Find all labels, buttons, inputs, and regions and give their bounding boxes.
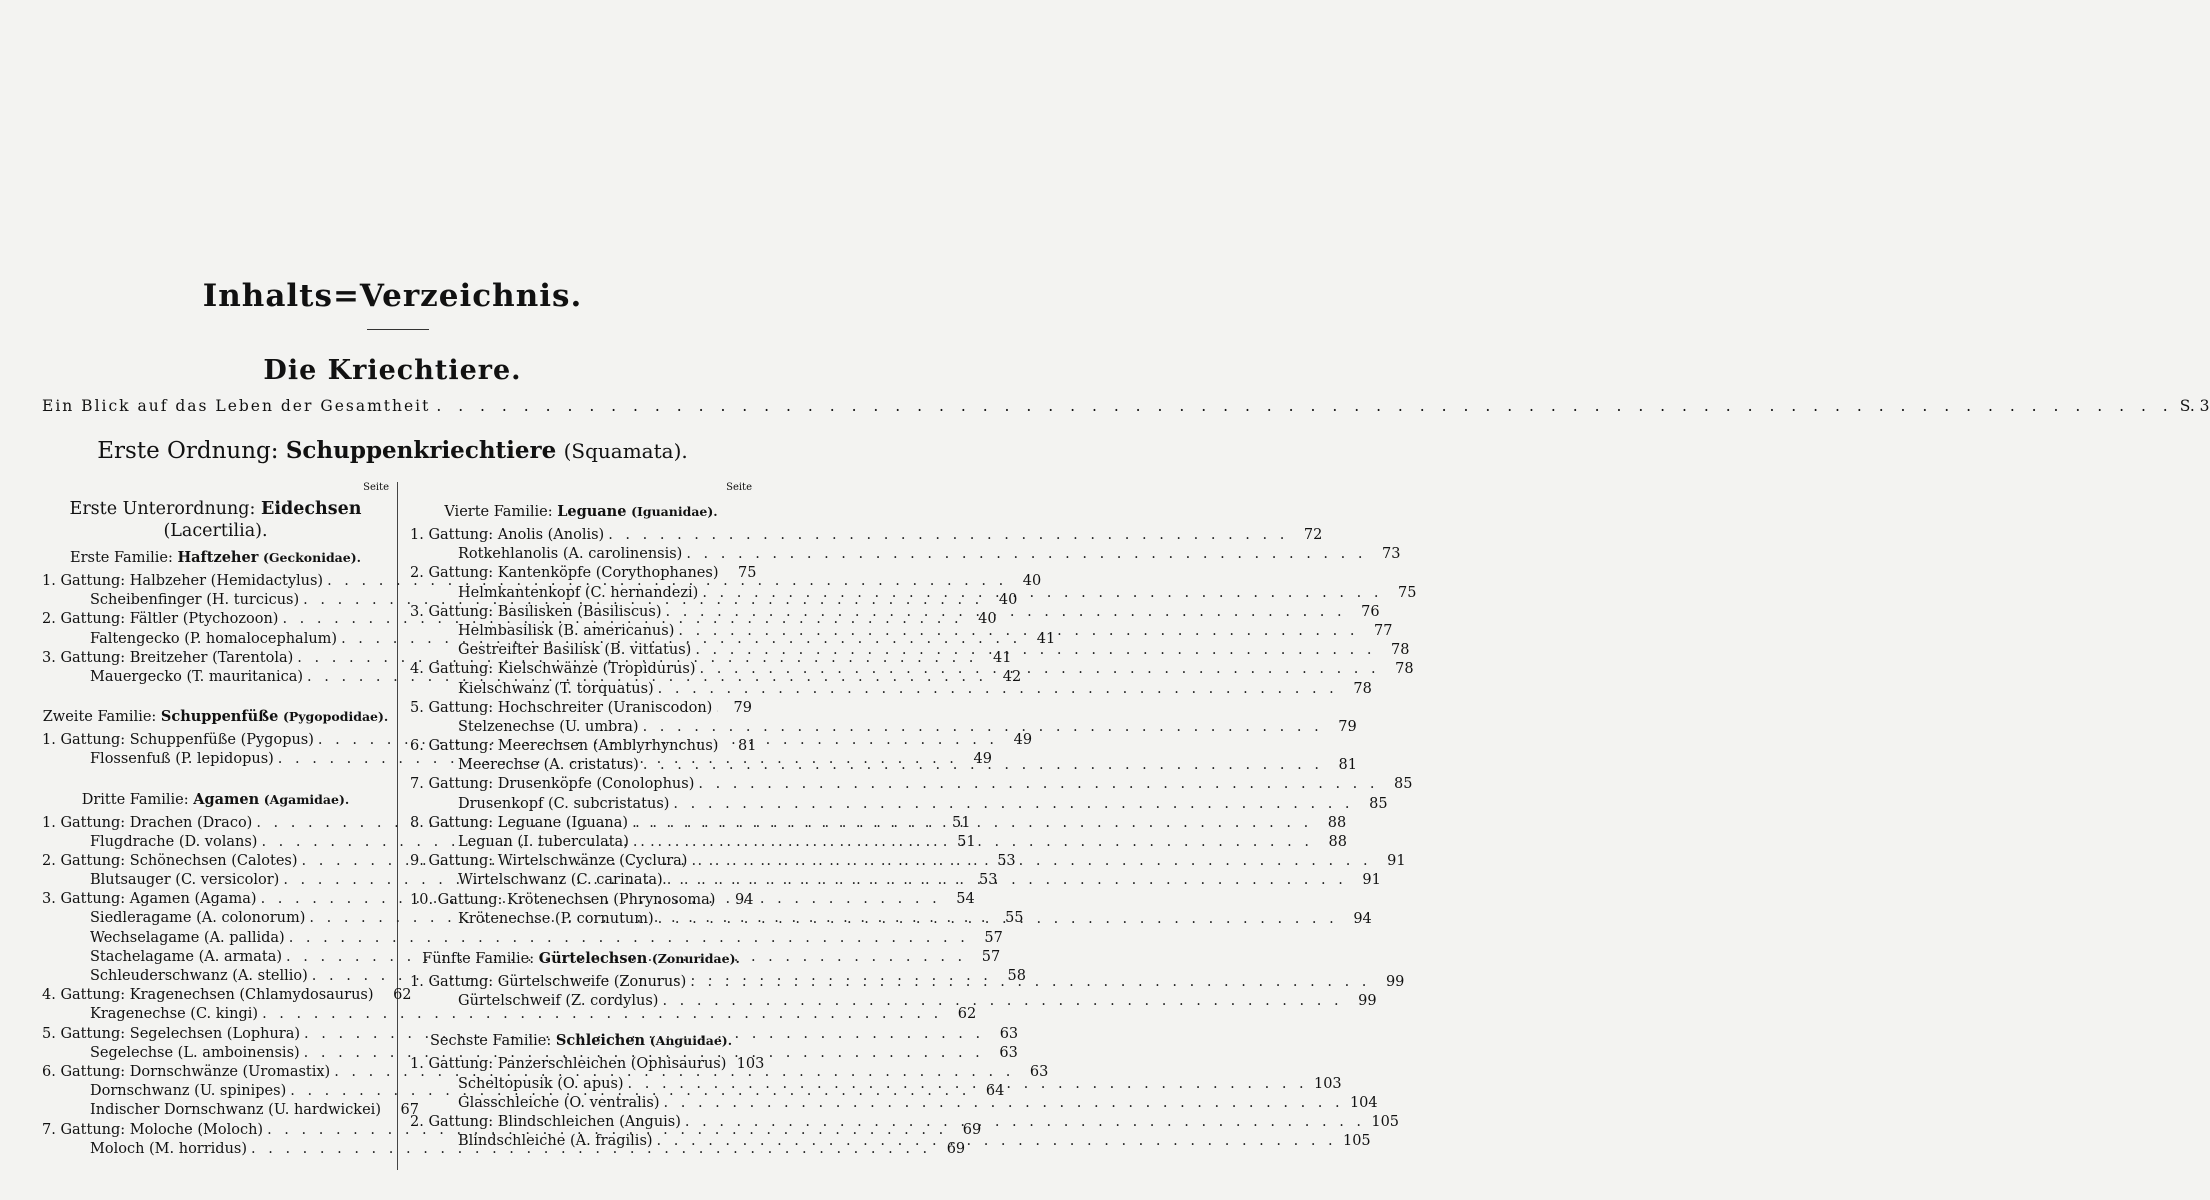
species-entry	[42, 1005, 977, 1024]
leader-dots	[628, 1075, 1308, 1094]
intro-entry	[42, 397, 2210, 419]
family-latin: (Iguanidae).	[631, 504, 718, 519]
family-name: Gürtelechsen	[538, 949, 648, 967]
species-entry	[410, 545, 1401, 564]
entry-label: Krötenechse (P. cornutum)	[458, 910, 654, 927]
entry-page: 73	[1382, 546, 1401, 563]
family-gap	[410, 1011, 752, 1025]
family-latin: (Geckonidae).	[262, 550, 361, 565]
entry-label: Helmbasilisk (B. americanus)	[458, 622, 675, 639]
leader-dots	[662, 992, 1342, 1011]
entry-label: Segelechse (L. amboinensis)	[90, 1044, 300, 1061]
entry-label: Blutsauger (C. versicolor)	[90, 872, 280, 889]
intro-page: S. 3	[2179, 397, 2210, 415]
species-entry	[42, 929, 1003, 948]
family-latin: (Anguidae).	[649, 1033, 733, 1049]
leader-dots	[664, 1094, 1344, 1113]
family-label: Zweite Familie:	[42, 709, 157, 726]
family-heading	[42, 707, 389, 727]
entry-label: Drusenkopf (C. subcristatus)	[458, 795, 670, 812]
entry-label: Meerechse (A. cristatus)	[458, 757, 639, 774]
entry-page: 41	[992, 649, 1012, 666]
title-divider	[367, 329, 429, 330]
entry-page: 53	[997, 852, 1016, 869]
family-name: Schuppenfüße	[160, 708, 279, 726]
family-label: Sechste Familie:	[429, 1033, 552, 1050]
leader-dots	[678, 622, 1358, 641]
entry-label: Helmkantenkopf (C. hernandezi)	[458, 584, 699, 601]
entry-label: 3. Gattung: Agamen (Agama)	[42, 891, 257, 908]
family-label: Dritte Familie:	[81, 791, 189, 808]
entry-label: Moloch (M. horridus)	[90, 1140, 248, 1157]
entry-label: 4. Gattung: Kragenechsen (Chlamydosaurus)	[42, 987, 374, 1004]
entry-label: Rotkehlanolis (A. carolinensis)	[458, 546, 683, 563]
entry-page: 57	[984, 929, 1003, 946]
entry-page: 51	[957, 833, 976, 850]
entry-page: 42	[1002, 668, 1022, 685]
entry-page: 103	[736, 1056, 765, 1073]
family-label: Erste Familie:	[70, 550, 173, 566]
entry-page: 75	[1398, 584, 1417, 601]
entry-page: 58	[1007, 968, 1026, 984]
order-latin: (Squamata).	[563, 439, 688, 463]
family-latin: (Agamidae).	[263, 791, 350, 807]
entry-label: Kragenechse (C. kingi)	[90, 1006, 259, 1023]
leader-dots	[702, 584, 1382, 603]
entry-label: Flugdrache (D. volans)	[90, 833, 258, 850]
leader-dots	[698, 775, 1378, 794]
family-name: Agamen	[193, 790, 260, 808]
genus-entry	[42, 986, 412, 1005]
entry-page: 76	[1361, 603, 1380, 620]
leader-dots	[716, 699, 718, 718]
entry-page: 85	[1369, 795, 1388, 812]
entry-page: 63	[999, 1044, 1018, 1061]
entry-label: 1. Gattung: Anolis (Anolis)	[410, 527, 605, 543]
family-latin: (Zonuridae).	[651, 950, 740, 966]
entry-label: 7. Gattung: Moloche (Moloch)	[42, 1121, 264, 1138]
family-heading	[410, 949, 752, 969]
entry-label: 2. Gattung: Blindschleichen (Anguis)	[410, 1113, 681, 1130]
family-gap	[410, 929, 752, 943]
entry-label: 8. Gattung: Leguane (Iguana)	[410, 814, 629, 831]
order-name: Erste Ordnung:	[97, 438, 279, 464]
entry-label: Siedleragame (A. colonorum)	[90, 910, 306, 927]
entry-page: 91	[1362, 872, 1381, 889]
leader-dots	[657, 1132, 1337, 1151]
entry-label: 9. Gattung: Wirtelschwänze (Cyclura)	[410, 853, 688, 870]
species-entry	[410, 718, 1357, 737]
family-gap	[42, 687, 389, 701]
order-group: Schuppenkriechtiere	[285, 437, 557, 464]
entry-page: 40	[1022, 573, 1042, 589]
entry-label: 1. Gattung: Drachen (Draco)	[42, 814, 253, 831]
entry-label: Gestreifter Basilisk (B. vittatus)	[458, 642, 692, 659]
entry-label: Wechselagame (A. pallida)	[90, 929, 285, 946]
family-heading	[42, 790, 389, 810]
entry-label: Gürtelschweif (Z. cordylus)	[458, 993, 659, 1010]
entry-page: 40	[998, 592, 1018, 609]
suborder-heading	[42, 498, 389, 542]
entry-label: 5. Gattung: Segelechsen (Lophura)	[42, 1025, 301, 1042]
seite-label: Seite	[363, 482, 389, 493]
entry-page: 41	[1036, 630, 1056, 647]
entry-page: 75	[738, 565, 757, 582]
species-entry	[410, 795, 1388, 814]
entry-label: 2. Gattung: Kantenköpfe (Corythophanes)	[410, 565, 719, 582]
entry-page: 79	[1338, 718, 1357, 735]
section-title: Die Kriechtiere.	[263, 355, 522, 386]
entry-page: 99	[1385, 973, 1405, 990]
entry-page: 67	[400, 1102, 419, 1119]
entry-label: 1. Gattung: Halbzeher (Hemidactylus)	[42, 573, 324, 589]
suborder-latin: (Lacertilia).	[163, 521, 268, 541]
leader-dots	[691, 852, 1371, 871]
entry-label: 10. Gattung: Krötenechsen (Phrynosoma)	[410, 891, 716, 908]
entry-page: 79	[733, 699, 752, 716]
entry-page: 69	[946, 1140, 966, 1157]
entry-page: 64	[985, 1083, 1005, 1100]
species-entry	[42, 1101, 419, 1120]
entry-page: 51	[952, 814, 971, 831]
family-label: Fünfte Familie:	[422, 950, 535, 967]
entry-page: 105	[1342, 1133, 1371, 1150]
entry-label: Scheltopusik (O. apus)	[458, 1075, 624, 1092]
entry-page: 69	[962, 1121, 982, 1138]
entry-page: 72	[1303, 527, 1323, 543]
entry-label: Wirtelschwanz (C. carinata)	[458, 872, 663, 889]
seite-label: Seite	[726, 482, 752, 493]
entry-label: Stelzenechse (U. umbra)	[458, 718, 639, 735]
entry-label: Schleuderschwanz (A. stellio)	[90, 968, 308, 984]
entry-page: 91	[1387, 853, 1406, 870]
family-latin: (Pygopodidae).	[282, 709, 389, 725]
suborder-label: Erste Unterordnung:	[69, 499, 256, 519]
leader-dots	[436, 397, 2173, 415]
leader-dots	[643, 718, 1323, 737]
entry-page: 55	[1005, 910, 1024, 927]
entry-label: 2. Gattung: Schönechsen (Calotes)	[42, 852, 298, 869]
entry-label: 3. Gattung: Breitzeher (Tarentola)	[42, 649, 294, 666]
entry-label: 1. Gattung: Schuppenfüße (Pygopus)	[42, 732, 314, 749]
entry-label: Mauergecko (T. mauritanica)	[90, 668, 304, 685]
entry-label: 3. Gattung: Basilisken (Basiliscus)	[410, 603, 662, 620]
entry-label: Dornschwanz (U. spinipes)	[90, 1083, 287, 1100]
leader-dots	[658, 680, 1338, 699]
entry-label: Stachelagame (A. armata)	[90, 948, 283, 965]
entry-label: Blindschleiche (A. fragilis)	[458, 1133, 653, 1150]
entry-page: 94	[734, 891, 754, 908]
entry-page: 104	[1349, 1094, 1378, 1111]
entry-label: Leguan (I. tuberculata)	[458, 834, 629, 850]
leader-dots	[658, 910, 1338, 929]
entry-page: 49	[1013, 732, 1033, 749]
entry-page: 62	[957, 1006, 977, 1023]
leader-dots	[632, 814, 1312, 833]
entry-page: 40	[978, 611, 997, 628]
entry-label: Glasschleiche (O. ventralis)	[458, 1094, 660, 1111]
leader-dots	[608, 526, 1288, 545]
entry-page: 54	[956, 891, 975, 908]
intro-text: Ein Blick auf das Leben der Gesamtheit	[42, 397, 431, 415]
family-heading	[42, 548, 389, 568]
entry-label: 6. Gattung: Dornschwänze (Uromastix)	[42, 1063, 331, 1080]
entry-page: 85	[1394, 776, 1413, 793]
leader-dots	[685, 1113, 1365, 1132]
entry-label: 1. Gattung: Gürtelschweife (Zonurus)	[410, 973, 687, 990]
entry-label: 4. Gattung: Kielschwänze (Tropidurus)	[410, 661, 696, 678]
entry-page: 77	[1374, 622, 1393, 639]
entry-page: 88	[1327, 814, 1347, 831]
entry-page: 57	[981, 948, 1001, 965]
species-entry	[410, 992, 1377, 1011]
family-heading	[410, 502, 752, 522]
leader-dots	[690, 973, 1370, 992]
leader-dots	[666, 603, 1346, 622]
genus-entry	[410, 737, 757, 756]
genus-entry	[410, 1055, 765, 1074]
entry-label: Kielschwanz (T. torquatus)	[458, 680, 654, 697]
leader-dots	[700, 660, 1380, 679]
entry-page: 105	[1371, 1113, 1400, 1130]
page-title: Inhalts=Verzeichnis.	[202, 278, 583, 314]
family-heading	[410, 1031, 752, 1051]
species-entry	[410, 680, 1372, 699]
leader-dots	[673, 795, 1353, 814]
entry-page: 78	[1390, 642, 1410, 659]
entry-page: 99	[1358, 993, 1377, 1010]
entry-label: 1. Gattung: Panzerschleichen (Ophisaurus)	[410, 1056, 727, 1073]
species-entry	[410, 1094, 1378, 1113]
leader-dots	[695, 641, 1375, 660]
genus-entry	[410, 775, 1413, 794]
entry-label: Indischer Dornschwanz (U. hardwickei)	[90, 1102, 381, 1119]
genus-entry	[410, 526, 1323, 545]
suborder-name: Eidechsen	[261, 499, 362, 519]
entry-page: 63	[999, 1025, 1019, 1042]
entry-page: 63	[1029, 1063, 1049, 1080]
family-name: Haftzeher	[177, 549, 259, 566]
order-heading	[0, 437, 785, 464]
entry-page: 103	[1313, 1075, 1342, 1092]
entry-page: 81	[1338, 757, 1357, 774]
entry-page: 62	[393, 987, 412, 1004]
entry-label: 6. Gattung: Meerechsen (Amblyrhynchus)	[410, 738, 719, 755]
entry-label: Flossenfuß (P. lepidopus)	[90, 751, 274, 768]
entry-page: 81	[737, 738, 757, 755]
leader-dots	[633, 833, 1313, 852]
genus-entry	[410, 891, 752, 910]
entry-page: 53	[979, 872, 998, 889]
entry-label: 2. Gattung: Fältler (Ptychozoon)	[42, 611, 279, 628]
entry-label: Scheibenfinger (H. turcicus)	[90, 592, 300, 609]
entry-label: Faltengecko (P. homalocephalum)	[90, 630, 338, 647]
family-name: Schleichen	[555, 1032, 646, 1050]
family-label: Vierte Familie:	[444, 504, 553, 520]
entry-label: 7. Gattung: Drusenköpfe (Conolophus)	[410, 776, 695, 793]
entry-page: 88	[1328, 834, 1347, 850]
entry-page: 49	[973, 751, 992, 768]
family-name: Leguane	[557, 503, 627, 520]
leader-dots	[643, 756, 1323, 775]
entry-page: 94	[1353, 910, 1372, 927]
genus-entry	[410, 564, 757, 583]
family-gap	[42, 770, 389, 784]
leader-dots	[686, 545, 1366, 564]
entry-page: 78	[1395, 661, 1414, 678]
leader-dots	[667, 871, 1347, 890]
species-entry	[42, 1044, 1018, 1063]
genus-entry	[410, 699, 752, 718]
entry-label: 5. Gattung: Hochschreiter (Uraniscodon)	[410, 699, 713, 716]
entry-page: 78	[1353, 680, 1372, 697]
